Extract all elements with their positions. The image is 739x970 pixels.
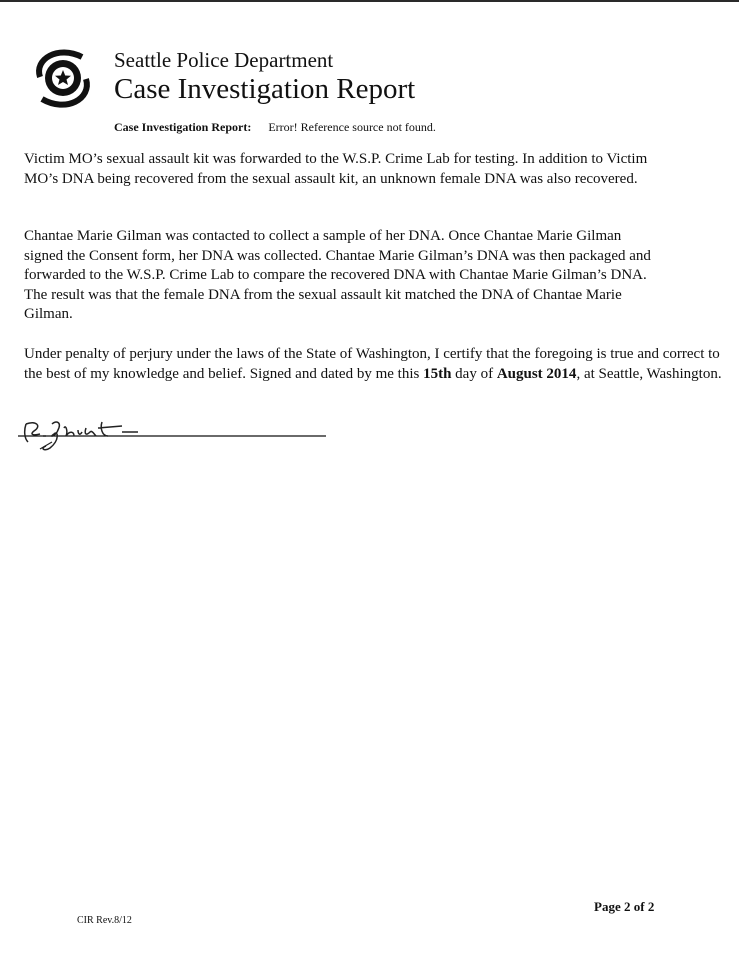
certification-statement [24, 345, 724, 384]
page-current: 2 [623, 899, 631, 914]
certification-text-2: day of [451, 365, 497, 382]
report-title: Case Investigation Report [114, 73, 416, 105]
body-paragraph-1: Victim MO’s sexual assault kit was forwarded to the W.S.P. Crime Lab for testing. In addition to Victim MO’s DNA being recovered from the sexual assault kit, an unknown female DNA was also recovered. [24, 151, 648, 187]
certification-text-3: , at Seattle, Washington. [576, 365, 722, 382]
police-badge-logo-icon [30, 47, 96, 109]
body-paragraph-2: Chantae Marie Gilman was contacted to collect a sample of her DNA. Once Chantae Marie Gilman signed the Consent form, her DNA was collected. Chantae Marie Gilman’s DNA was then packaged and forwarded to the W.S.P. Crime Lab to compare the recovered DNA with Chantae Marie Gilman’s DNA. The result was that the female DNA from the sexual assault kit matched the DNA of Chantae Marie Gilman. [24, 228, 651, 322]
page-prefix: Page [594, 899, 624, 914]
department-name: Seattle Police Department [114, 48, 334, 72]
page-total: 2 [647, 899, 655, 914]
reference-value: Error! Reference source not found. [268, 120, 436, 134]
reference-label: Case Investigation Report: [114, 120, 252, 134]
page-number [594, 899, 654, 915]
page-separator: of [630, 899, 648, 914]
certification-text-1: Under penalty of perjury under the laws of the State of Washington, I certify that the foregoing is true and correct to the best of my knowledge and belief. Signed and dated by me this [24, 346, 720, 382]
form-revision: CIR Rev.8/12 [77, 915, 132, 926]
certification-day: 15th [423, 365, 452, 382]
top-rule [0, 0, 739, 2]
signature [18, 416, 338, 456]
certification-month-year: August 2014 [496, 365, 577, 382]
reference-line [114, 120, 436, 134]
